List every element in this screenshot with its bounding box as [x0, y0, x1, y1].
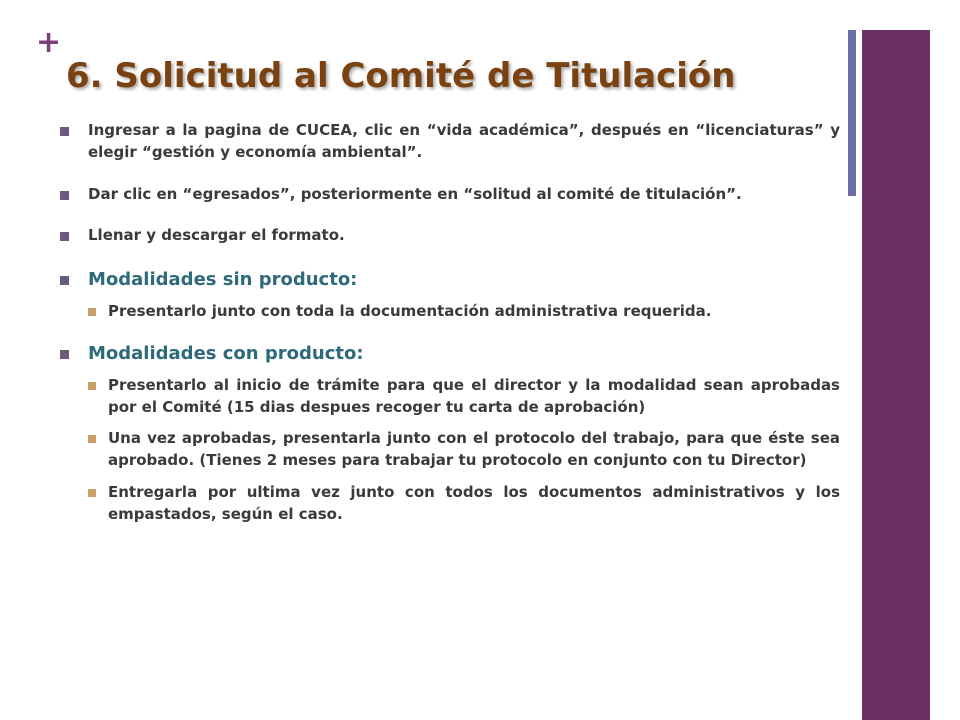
square-bullet-icon: [60, 232, 69, 241]
sub-list-item: [88, 375, 840, 419]
sub-list-item: [88, 428, 840, 472]
square-bullet-icon: [88, 435, 96, 443]
square-bullet-icon: [88, 382, 96, 390]
sub-list-item-text: Una vez aprobadas, presentarla junto con el protocolo del trabajo, para que éste sea aprobado. (Tienes 2 meses para trabajar tu protocolo en conjunto con tu Director): [108, 429, 840, 470]
list-item: [60, 225, 840, 247]
list-item: [60, 184, 840, 206]
section-heading-text: Modalidades con producto:: [88, 342, 364, 364]
plus-icon: +: [36, 25, 62, 60]
slide-content: [60, 120, 840, 535]
sub-list-item-text: Presentarlo al inicio de trámite para que el director y la modalidad sean aprobadas por el Comité (15 dias despues recoger tu carta de aprobación): [108, 375, 840, 416]
square-bullet-icon: [88, 308, 96, 316]
square-bullet-icon: [60, 127, 69, 136]
sub-list-item: [88, 301, 840, 323]
sub-list-item-text: Entregarla por ultima vez junto con todos los documentos administrativos y los empastados, según el caso.: [108, 482, 840, 523]
list-item: [60, 120, 840, 164]
square-bullet-icon: [60, 191, 69, 200]
square-bullet-icon: [88, 489, 96, 497]
section-heading-con-producto: [60, 341, 840, 367]
sub-list-item-text: Presentarlo junto con toda la documentación administrativa requerida.: [108, 302, 712, 321]
decorative-thin-bar: [848, 30, 856, 196]
square-bullet-icon: [60, 350, 69, 359]
sub-list-item: [88, 482, 840, 526]
square-bullet-icon: [60, 276, 69, 285]
section-heading-text: Modalidades sin producto:: [88, 269, 358, 290]
list-item-text: Ingresar a la pagina de CUCEA, clic en “vida académica”, después en “licenciaturas” y elegir “gestión y economía ambiental”.: [88, 121, 840, 161]
slide-title: 6. Solicitud al Comité de Titulación: [66, 56, 736, 96]
section-heading-sin-producto: [60, 267, 840, 293]
decorative-thick-bar: [862, 30, 930, 720]
list-item-text: Dar clic en “egresados”, posteriormente en “solitud al comité de titulación”.: [88, 184, 742, 203]
list-item-text: Llenar y descargar el formato.: [88, 226, 345, 245]
